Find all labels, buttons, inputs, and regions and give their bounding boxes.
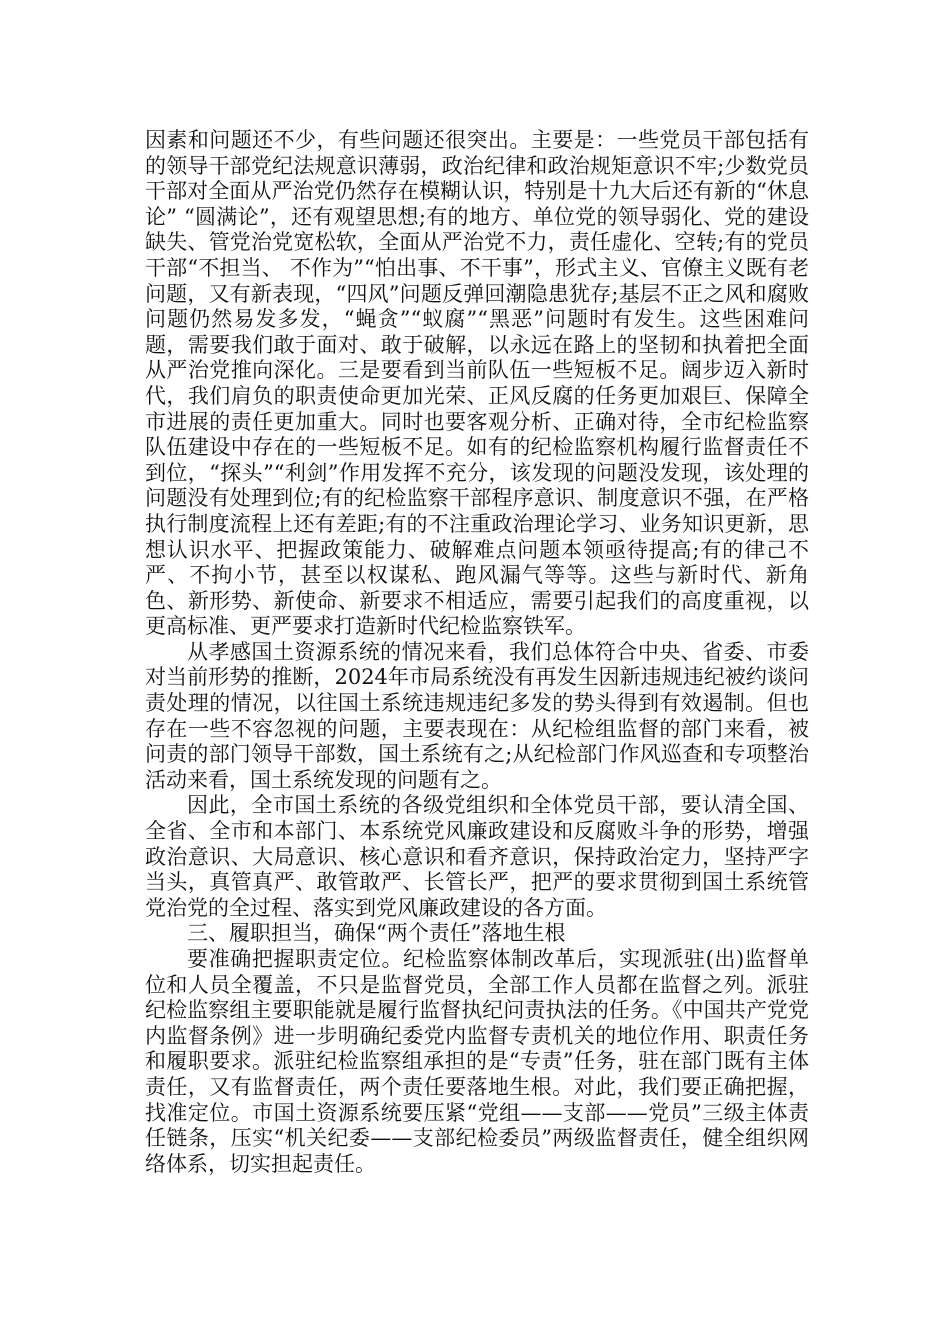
paragraph: 要准确把握职责定位。纪检监察体制改革后，实现派驻(出)监督单位和人员全覆盖，不只是监督党员，全部工作人员都在监督之列。派驻纪检监察组主要职能就是履行监督执纪问责执法的任务。《中国共产党党内监督条例》进一步明确纪委党内监督专责机关的地位作用、职责任务和履职要求。派驻纪检监察组承担的是“专责”任务，驻在部门既有主体责任，又有监督责任，两个责任要落地生根。对此，我们要正确把握，找准定位。市国土资源系统要压紧“党组——支部——党员”三级主体责任链条，压实“机关纪委——支部纪检委员”两级监督责任，健全组织网络体系，切实担起责任。 [145,947,809,1176]
paragraph: 因此，全市国土系统的各级党组织和全体党员干部，要认清全国、全省、全市和本部门、本系统党风廉政建设和反腐败斗争的形势，增强政治意识、大局意识、核心意识和看齐意识，保持政治定力，坚持严字当头，真管真严、敢管敢严、长管长严，把严的要求贯彻到国土系统管党治党的全过程、落实到党风廉政建设的各方面。 [145,793,809,920]
document-body [145,128,809,1177]
section-heading: 三、履职担当，确保“两个责任”落地生根 [187,921,566,946]
paragraph: 从孝感国土资源系统的情况来看，我们总体符合中央、省委、市委对当前形势的推断，2024年市局系统没有再发生因新违规违纪被约谈问责处理的情况，以往国土系统违规违纪多发的势头得到有效遏制。但也存在一些不容忽视的问题，主要表现在：从纪检组监督的部门来看，被问责的部门领导干部数，国土系统有之;从纪检部门作风巡查和专项整治活动来看，国土系统发现的问题有之。 [145,639,809,792]
paragraph: 因素和问题还不少，有些问题还很突出。主要是：一些党员干部包括有的领导干部党纪法规意识薄弱，政治纪律和政治规矩意识不牢;少数党员干部对全面从严治党仍然存在模糊认识，特别是十九大后还有新的“休息论” “圆满论”，还有观望思想;有的地方、单位党的领导弱化、党的建设缺失、管党治党宽松软，全面从严治党不力，责任虚化、空转;有的党员干部“不担当、 不作为”“怕出事、不干事”，形式主义、官僚主义既有老问题，又有新表现，“四风”问题反弹回潮隐患犹存;基层不正之风和腐败问题仍然易发多发，“蝇贪”“蚁腐”“黑恶”问题时有发生。这些困难问题，需要我们敢于面对、敢于破解，以永远在路上的坚韧和执着把全面从严治党推向深化。三是要看到当前队伍一些短板不足。阔步迈入新时代，我们肩负的职责使命更加光荣、正风反腐的任务更加艰巨、保障全市进展的责任更加重大。同时也要客观分析、正确对待，全市纪检监察队伍建设中存在的一些短板不足。如有的纪检监察机构履行监督责任不到位，“探头”“利剑”作用发挥不充分，该发现的问题没发现，该处理的问题没有处理到位;有的纪检监察干部程序意识、制度意识不强，在严格执行制度流程上还有差距;有的不注重政治理论学习、业务知识更新，思想认识水平、把握政策能力、破解难点问题本领亟待提高;有的律己不严、不拘小节，甚至以权谋私、跑风漏气等等。这些与新时代、新角色、新形势、新使命、新要求不相适应，需要引起我们的高度重视，以更高标准、更严要求打造新时代纪检监察铁军。 [145,128,809,639]
